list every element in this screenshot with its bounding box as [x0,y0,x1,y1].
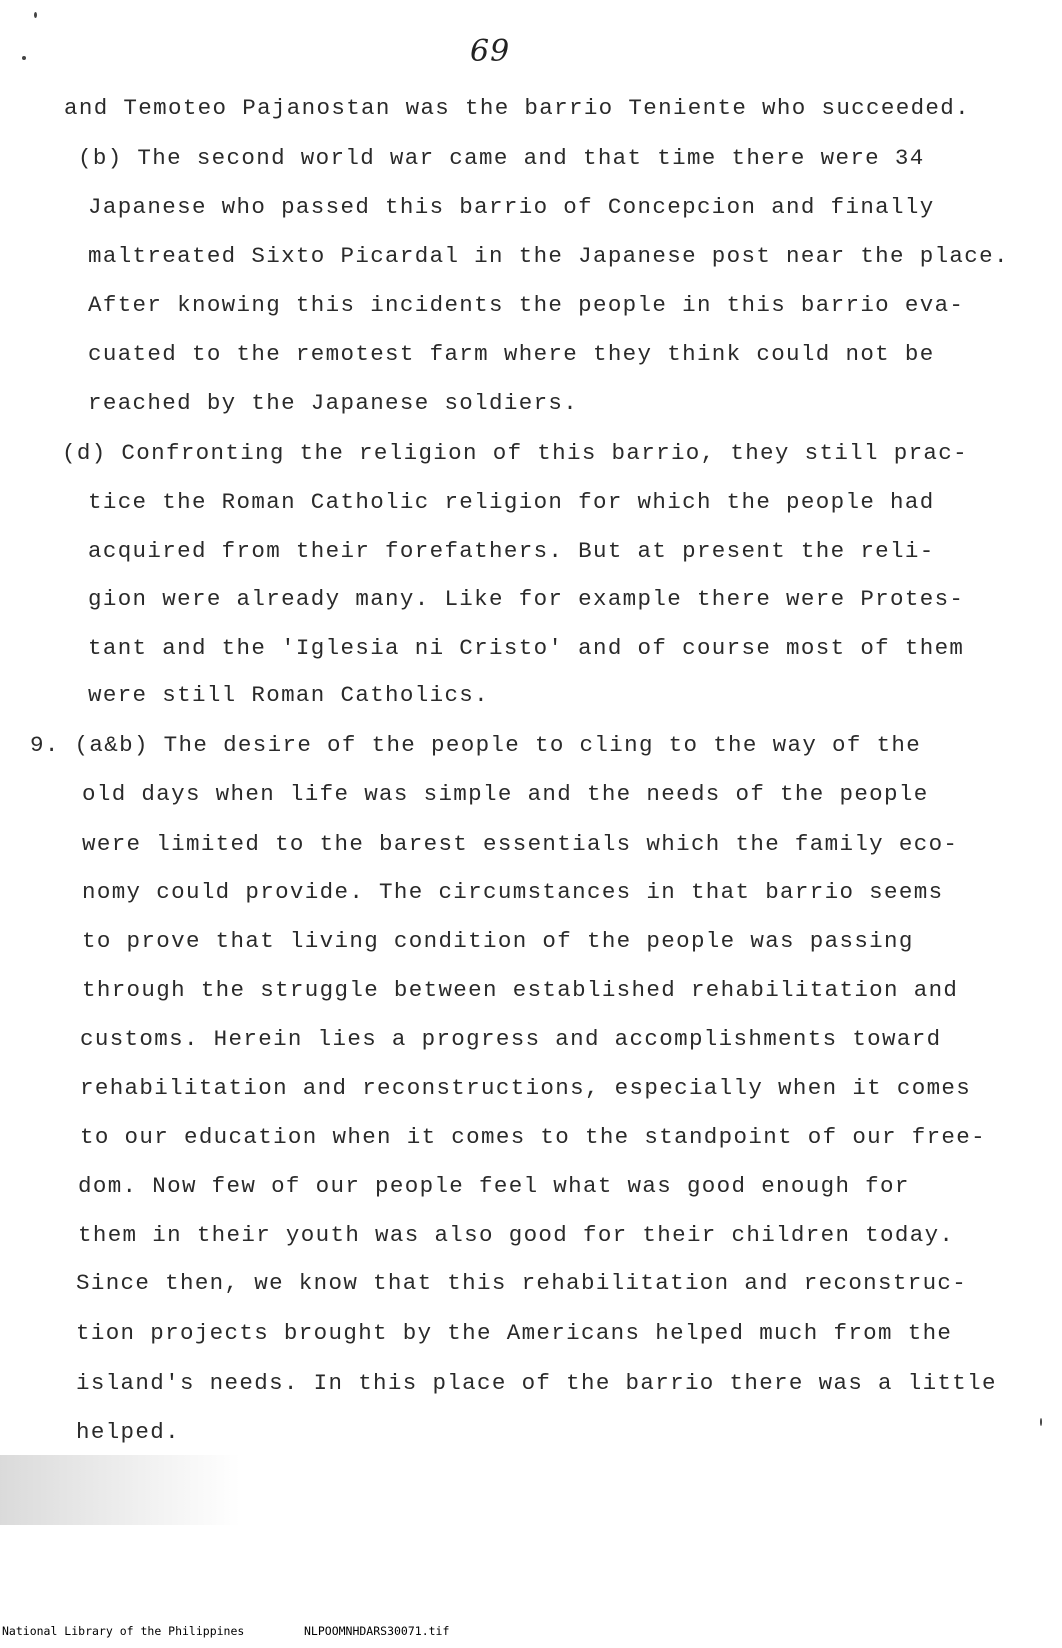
text-line: and Temoteo Pajanostan was the barrio Teniente who succeeded. [64,95,970,121]
text-line: (d) Confronting the religion of this barrio, they still prac- [62,440,968,466]
text-line: reached by the Japanese soldiers. [88,390,579,416]
text-line: tice the Roman Catholic religion for which the people had [88,489,935,515]
text-line: cuated to the remotest farm where they think could not be [88,341,935,367]
text-line: to prove that living condition of the people was passing [82,928,914,954]
text-line: were limited to the barest essentials which the family eco- [82,831,959,857]
text-line: Since then, we know that this rehabilitation and reconstruc- [76,1270,968,1296]
text-line: maltreated Sixto Picardal in the Japanese post near the place. [88,243,1009,269]
footer-institution: National Library of the Philippines [2,1624,245,1638]
text-line: After knowing this incidents the people in this barrio eva- [88,292,965,318]
text-line: tant and the 'Iglesia ni Cristo' and of course most of them [88,635,965,661]
text-line: helped. [76,1419,180,1445]
text-line: customs. Herein lies a progress and accomplishments toward [80,1026,942,1052]
text-line: 9. (a&b) The desire of the people to cling to the way of the [30,732,922,758]
scan-speck [1040,1418,1042,1426]
text-line: dom. Now few of our people feel what was good enough for [78,1173,910,1199]
text-line: to our education when it comes to the standpoint of our free- [80,1124,986,1150]
scan-speck [22,56,26,60]
text-line: nomy could provide. The circumstances in that barrio seems [82,879,944,905]
text-line: Japanese who passed this barrio of Concepcion and finally [88,194,935,220]
text-line: through the struggle between established rehabilitation and [82,977,959,1003]
text-line: them in their youth was also good for their children today. [78,1222,955,1248]
page-number: 69 [470,34,511,69]
text-line: acquired from their forefathers. But at present the reli- [88,538,935,564]
text-line: old days when life was simple and the needs of the people [82,781,929,807]
scan-shadow [0,1455,240,1525]
text-line: were still Roman Catholics. [88,682,490,708]
text-line: (b) The second world war came and that time there were 34 [78,145,925,171]
text-line: gion were already many. Like for example there were Protes- [88,586,965,612]
text-line: tion projects brought by the Americans helped much from the [76,1320,953,1346]
scan-speck [34,12,37,18]
footer-filename: NLPOOMNHDARS30071.tif [304,1624,450,1638]
text-line: island's needs. In this place of the barrio there was a little [76,1370,997,1396]
text-line: rehabilitation and reconstructions, especially when it comes [80,1075,972,1101]
